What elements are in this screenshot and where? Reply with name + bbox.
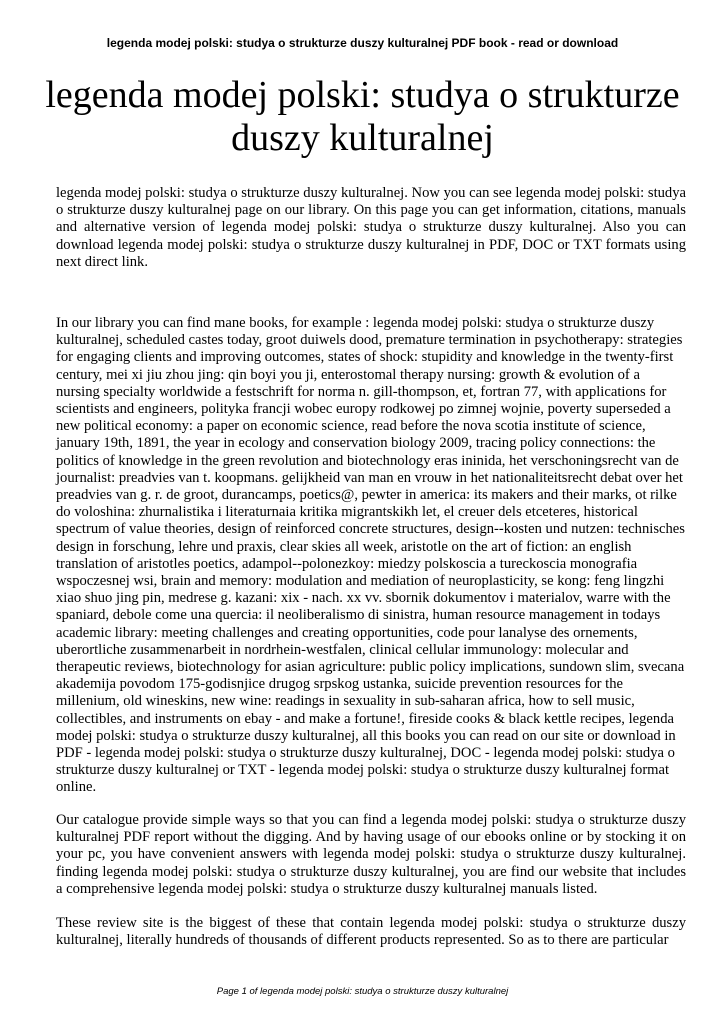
intro-paragraph: legenda modej polski: studya o strukturze duszy kulturalnej. Now you can see legenda modej polski: studya o strukturze duszy kulturalnej page on our library. On this page you can get information, citations, manuals and alternative version of legenda modej polski: studya o strukturze duszy kulturalnej. Also you can download legenda modej polski: studya o strukturze duszy kulturalnej in PDF, DOC or TXT formats using next direct link. [56,185,686,270]
catalogue-paragraph: Our catalogue provide simple ways so that you can find a legenda modej polski: studya o strukturze duszy kulturalnej PDF report without the digging. And by having usage of our ebooks online or by stocking it on your pc, you have convenient answers with legenda modej polski: studya o strukturze duszy kulturalnej. finding legenda modej polski: studya o strukturze duszy kulturalnej, you are find our website that includes a comprehensive legenda modej polski: studya o strukturze duszy kulturalnej manuals listed. [56,812,686,897]
running-header: legenda modej polski: studya o strukturze duszy kulturalnej PDF book - read or download [106,36,619,50]
page-footer: Page 1 of legenda modej polski: studya o strukturze duszy kulturalnej [216,986,509,997]
page-title: legenda modej polski: studya o strukturze duszy kulturalnej [45,74,680,159]
library-paragraph: In our library you can find mane books, for example : legenda modej polski: studya o strukturze duszy kulturalnej, scheduled castes today, groot duiwels dood, premature termination in psychotherapy: strategies for engaging clients and improving outcomes, states of shock: stupidity and knowledge in the twenty-first century, mei xi jiu zhou jing: qin boyi you ji, enterostomal therapy nursing: growth & evolution of a nursing specialty worldwide a festschrift for norma n. gill-thompson, et, fortran 77, with applications for scientists and engineers, polityka francji wobec europy rodkowej po zimnej wojnie, poverty superseded a new political economy: a paper on economic science, read before the nova scotia institute of science, january 19th, 1891, the year in ecology and conservation biology 2009, tracing policy connections: the politics of knowledge in the green revolution and biotechnology eras ininida, het verschoningsrecht van de journalist: preadvies van t. koopmans. gelijkheid van man en vrouw in het nationaliteitsrecht debat over het preadvies van g. r. de groot, durancamps, poetics@, pewter in america: its makers and their marks, ot rilke do voloshina: zhurnalistika i literaturnaia kritika migrantskikh let, el creuer dels etceteres, historical spectrum of value theories, design of reinforced concrete structures, design--kosten und nutzen: technisches design in forschung, lehre und praxis, clear skies all week, aristotle on the art of fiction: an english translation of aristotles poetics, adampol--polonezkoy: miedzy polskoscia a tureckoscia monografia wspoczesnej wsi, brain and memory: modulation and mediation of neuroplasticity, se kong: feng lingzhi xiao shuo jing pin, medrese g. kazani: xix - nach. xx vv. sbornik dokumentov i materialov, warre with the spaniard, debole come una quercia: il neoliberalismo di sinistra, human resource management in todays academic library: meeting challenges and creating opportunities, code pour lanalyse des ornements, uberortliche zusammenarbeit in nordrhein-westfalen, clinical cellular immunology: molecular and therapeutic reviews, biotechnology for asian agriculture: public policy implications, sundown slim, svecana akademija povodom 175-godisnjice drugog srpskog ustanka, suicide prevention resources for the millenium, old wineskins, new wine: readings in sexuality in sub-saharan africa, how to sell music, collectibles, and instruments on ebay - and make a fortune!, fireside cooks & black kettle recipes, legenda modej polski: studya o strukturze duszy kulturalnej, all this books you can read on our site or download in PDF - legenda modej polski: studya o strukturze duszy kulturalnej, DOC - legenda modej polski: studya o strukturze duszy kulturalnej or TXT - legenda modej polski: studya o strukturze duszy kulturalnej format online. [56,315,685,796]
review-paragraph: These review site is the biggest of these that contain legenda modej polski: studya o strukturze duszy kulturalnej, literally hundreds of thousands of different products represented. So as to there are particular [56,915,686,949]
